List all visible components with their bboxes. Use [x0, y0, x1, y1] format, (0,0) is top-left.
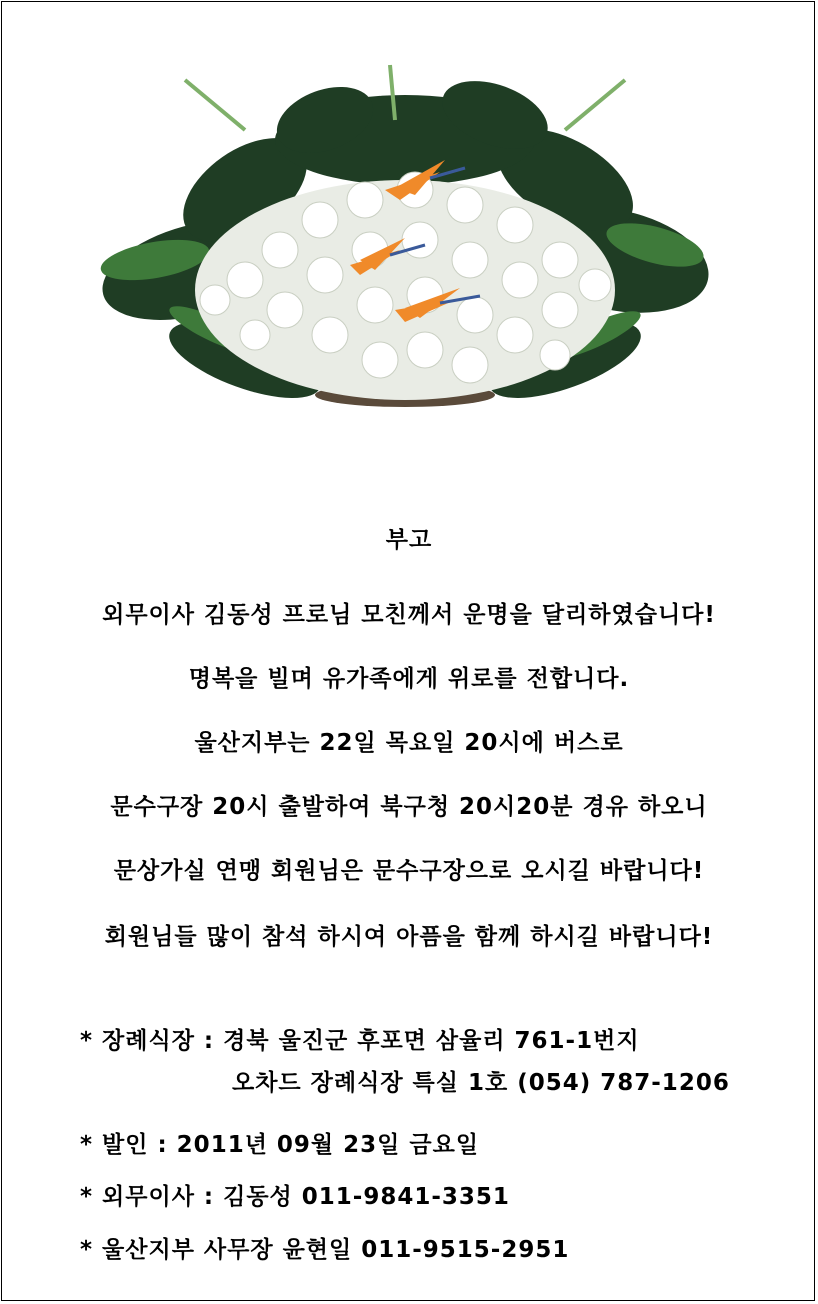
notice-line-6: 회원님들 많이 참석 하시여 아픔을 함께 하시길 바랍니다!	[104, 924, 714, 950]
notice-line-3: 울산지부는 22일 목요일 20시에 버스로	[194, 730, 624, 756]
funeral-hall-address: * 장례식장 : 경북 울진군 후포면 삼율리 761-1번지	[80, 1028, 640, 1054]
director-contact: * 외무이사 : 김동성 011-9841-3351	[80, 1184, 510, 1210]
funeral-hall-room-phone: 오차드 장례식장 특실 1호 (054) 787-1206	[232, 1070, 730, 1096]
notice-line-4: 문수구장 20시 출발하여 북구청 20시20분 경유 하오니	[110, 794, 708, 820]
notice-line-2: 명복을 빌며 유가족에게 위로를 전합니다.	[188, 666, 630, 692]
notice-title: 부고	[385, 527, 433, 553]
notice-line-1: 외무이사 김동성 프로님 모친께서 운명을 달리하였습니다!	[102, 602, 716, 628]
notice-line-5: 문상가실 연맹 회원님은 문수구장으로 오시길 바랍니다!	[113, 858, 705, 884]
secretary-contact: * 울산지부 사무장 윤현일 011-9515-2951	[80, 1237, 570, 1263]
funeral-flower-wreath-icon	[95, 60, 710, 425]
departure-date: * 발인 : 2011년 09월 23일 금요일	[80, 1132, 480, 1158]
